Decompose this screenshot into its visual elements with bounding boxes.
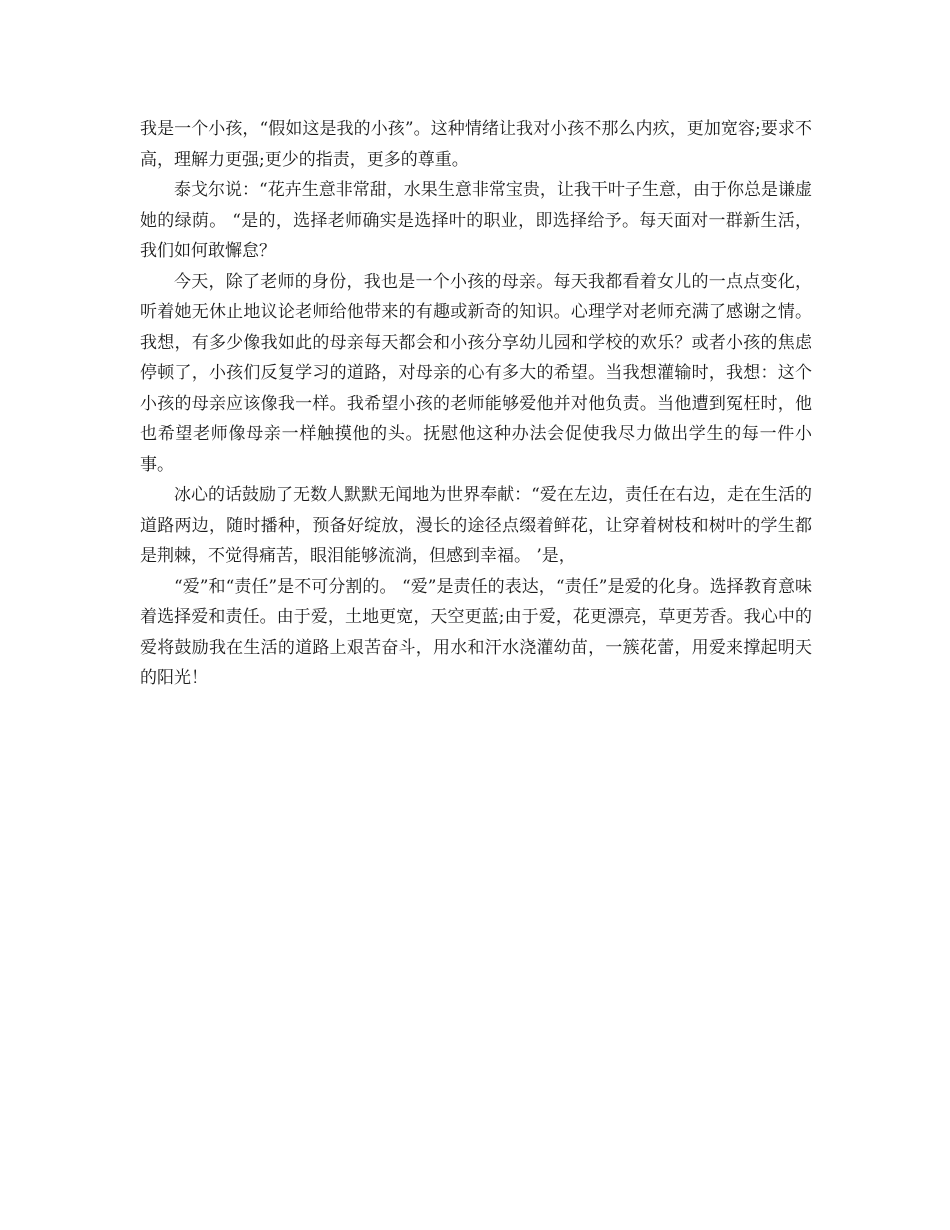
paragraph-5: “爱”和“责任”是不可分割的。 “爱”是责任的表达，“责任”是爱的化身。选择教育意味着选择爱和责任。由于爱，土地更宽，天空更蓝;由于爱，花更漂亮，草更芳香。我心中的爱将鼓励我在生活的道路上艰苦奋斗，用水和汗水浇灌幼苗，一簇花蕾，用爱来撑起明天的阳光！ — [140, 576, 812, 688]
paragraph-4: 冰心的话鼓励了无数人默默无闻地为世界奉献：“爱在左边，责任在右边，走在生活的道路两边，随时播种，预备好绽放，漫长的途径点缀着鲜花，让穿着树枝和树叶的学生都是荆棘，不觉得痛苦，眼泪能够流淌，但感到幸福。 ’是， — [140, 485, 812, 566]
paragraph-2: 泰戈尔说：“花卉生意非常甜，水果生意非常宝贵，让我干叶子生意，由于你总是谦虚她的绿荫。 “是的，选择老师确实是选择叶的职业，即选择给予。每天面对一群新生活，我们如何敢懈怠？ — [140, 180, 812, 261]
paragraph-1: 我是一个小孩，“假如这是我的小孩”。这种情绪让我对小孩不那么内疚，更加宽容;要求不高，理解力更强;更少的指责，更多的尊重。 — [140, 119, 812, 170]
paragraph-3: 今天，除了老师的身份，我也是一个小孩的母亲。每天我都看着女儿的一点点变化，听着她无休止地议论老师给他带来的有趣或新奇的知识。心理学对老师充满了感谢之情。我想，有多少像我如此的母亲每天都会和小孩分享幼儿园和学校的欢乐？或者小孩的焦虑停顿了，小孩们反复学习的道路，对母亲的心有多大的希望。当我想灌输时，我想：这个小孩的母亲应该像我一样。我希望小孩的老师能够爱他并对他负责。当他遭到冤枉时，他也希望老师像母亲一样触摸他的头。抚慰他这种办法会促使我尽力做出学生的每一件小事。 — [140, 271, 812, 475]
document-body — [140, 114, 812, 694]
